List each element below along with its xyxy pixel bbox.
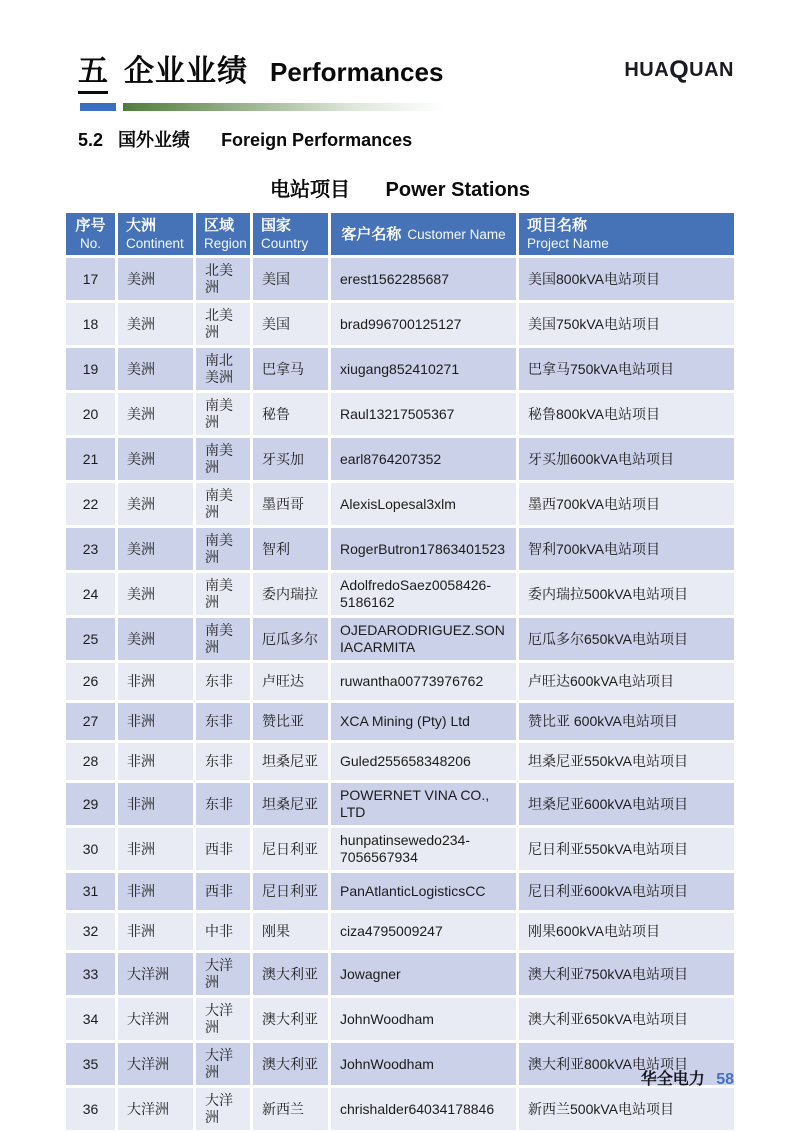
cell-continent: 美洲: [118, 438, 193, 480]
col-header-no-en: No.: [79, 236, 101, 251]
col-header-region: [196, 213, 250, 255]
cell-no: 23: [66, 528, 115, 570]
cell-project: 牙买加600kVA电站项目: [519, 438, 734, 480]
table-row: [66, 438, 734, 480]
cell-no: 19: [66, 348, 115, 390]
cell-no: 17: [66, 258, 115, 300]
cell-project: 澳大利亚750kVA电站项目: [519, 953, 734, 995]
table-row: [66, 873, 734, 910]
cell-customer: ciza4795009247: [331, 913, 516, 950]
table-row: [66, 953, 734, 995]
cell-country: 澳大利亚: [253, 953, 328, 995]
cell-continent: 非洲: [118, 703, 193, 740]
cell-project: 美国750kVA电站项目: [519, 303, 734, 345]
cell-no: 26: [66, 663, 115, 700]
cell-country: 尼日利亚: [253, 873, 328, 910]
cell-continent: 大洋洲: [118, 998, 193, 1040]
cell-customer: AlexisLopesal3xlm: [331, 483, 516, 525]
cell-no: 33: [66, 953, 115, 995]
cell-country: 秘鲁: [253, 393, 328, 435]
cell-project: 赞比亚 600kVA电站项目: [519, 703, 734, 740]
cell-region: 南美洲: [196, 573, 250, 615]
table-row: [66, 618, 734, 660]
cell-customer: RogerButron17863401523: [331, 528, 516, 570]
cell-continent: 大洋洲: [118, 1088, 193, 1130]
cell-customer: Jowagner: [331, 953, 516, 995]
blue-bar: [80, 103, 116, 111]
table-row: [66, 783, 734, 825]
cell-country: 厄瓜多尔: [253, 618, 328, 660]
cell-country: 尼日利亚: [253, 828, 328, 870]
cell-region: 大洋洲: [196, 1088, 250, 1130]
cell-project: 厄瓜多尔650kVA电站项目: [519, 618, 734, 660]
cell-no: 36: [66, 1088, 115, 1130]
cell-customer: JohnWoodham: [331, 998, 516, 1040]
table-row: [66, 828, 734, 870]
table-row: [66, 743, 734, 780]
cell-project: 澳大利亚800kVA电站项目: [519, 1043, 734, 1085]
cell-customer: Guled255658348206: [331, 743, 516, 780]
cell-country: 澳大利亚: [253, 998, 328, 1040]
cell-customer: PanAtlanticLogisticsCC: [331, 873, 516, 910]
cell-region: 东非: [196, 703, 250, 740]
cell-customer: erest1562285687: [331, 258, 516, 300]
cell-project: 秘鲁800kVA电站项目: [519, 393, 734, 435]
cell-no: 18: [66, 303, 115, 345]
cell-country: 坦桑尼亚: [253, 743, 328, 780]
table-row: [66, 483, 734, 525]
cell-project: 澳大利亚650kVA电站项目: [519, 998, 734, 1040]
cell-continent: 非洲: [118, 873, 193, 910]
cell-continent: 美洲: [118, 528, 193, 570]
cell-country: 墨西哥: [253, 483, 328, 525]
section-header: [78, 46, 734, 94]
cell-customer: earl8764207352: [331, 438, 516, 480]
cell-customer: Raul13217505367: [331, 393, 516, 435]
subsection-title-en: Foreign Performances: [221, 130, 413, 150]
logo-text-hua: HUA: [624, 58, 670, 81]
cell-region: 南北美洲: [196, 348, 250, 390]
cell-customer: ruwantha00773976762: [331, 663, 516, 700]
table-row: [66, 1043, 734, 1085]
cell-region: 北美洲: [196, 303, 250, 345]
cell-project: 坦桑尼亚550kVA电站项目: [519, 743, 734, 780]
section-title-en: Performances: [270, 57, 444, 87]
cell-no: 24: [66, 573, 115, 615]
cell-country: 刚果: [253, 913, 328, 950]
cell-region: 北美洲: [196, 258, 250, 300]
cell-continent: 美洲: [118, 348, 193, 390]
cell-no: 22: [66, 483, 115, 525]
cell-project: 巴拿马750kVA电站项目: [519, 348, 734, 390]
cell-country: 卢旺达: [253, 663, 328, 700]
cell-continent: 非洲: [118, 913, 193, 950]
cell-region: 南美洲: [196, 483, 250, 525]
cell-continent: 非洲: [118, 783, 193, 825]
cell-no: 25: [66, 618, 115, 660]
col-header-customer: [331, 213, 516, 255]
cell-continent: 美洲: [118, 303, 193, 345]
power-stations-table: [66, 213, 734, 1130]
table-title-en: Power Stations: [385, 179, 531, 201]
cell-region: 大洋洲: [196, 998, 250, 1040]
cell-no: 30: [66, 828, 115, 870]
cell-continent: 非洲: [118, 743, 193, 780]
cell-country: 智利: [253, 528, 328, 570]
cell-no: 21: [66, 438, 115, 480]
col-header-region-en: Region: [204, 236, 247, 251]
logo-text-uan: UAN: [689, 58, 734, 81]
cell-country: 赞比亚: [253, 703, 328, 740]
section-title-zh: 企业业绩: [124, 55, 248, 88]
cell-no: 20: [66, 393, 115, 435]
table-row: [66, 258, 734, 300]
cell-customer: AdolfredoSaez0058426-5186162: [331, 573, 516, 615]
cell-no: 32: [66, 913, 115, 950]
cell-region: 南美洲: [196, 618, 250, 660]
table-body: [66, 258, 734, 1130]
footer-company-name: 华全电力: [640, 1071, 705, 1088]
cell-country: 坦桑尼亚: [253, 783, 328, 825]
cell-no: 35: [66, 1043, 115, 1085]
cell-customer: XCA Mining (Pty) Ltd: [331, 703, 516, 740]
cell-continent: 非洲: [118, 828, 193, 870]
table-title-zh: 电站项目: [269, 179, 350, 201]
cell-customer: POWERNET VINA CO., LTD: [331, 783, 516, 825]
table-row: [66, 1088, 734, 1130]
logo-text-q: Q: [669, 56, 690, 84]
huaquan-logo: [624, 56, 734, 84]
table-row: [66, 393, 734, 435]
cell-project: 刚果600kVA电站项目: [519, 913, 734, 950]
col-header-continent-zh: 大洲: [126, 217, 157, 234]
col-header-project: [519, 213, 734, 255]
cell-continent: 美洲: [118, 573, 193, 615]
cell-no: 34: [66, 998, 115, 1040]
col-header-project-en: Project Name: [527, 236, 609, 251]
cell-customer: OJEDARODRIGUEZ.SONIACARMITA: [331, 618, 516, 660]
footer-page-number: 58: [716, 1071, 734, 1088]
table-row: [66, 303, 734, 345]
col-header-country-en: Country: [261, 236, 309, 251]
cell-region: 东非: [196, 783, 250, 825]
table-row: [66, 663, 734, 700]
cell-project: 坦桑尼亚600kVA电站项目: [519, 783, 734, 825]
cell-region: 南美洲: [196, 528, 250, 570]
table-row: [66, 528, 734, 570]
section-title: [78, 46, 443, 94]
cell-country: 新西兰: [253, 1088, 328, 1130]
cell-region: 南美洲: [196, 438, 250, 480]
cell-customer: chrishalder64034178846: [331, 1088, 516, 1130]
col-header-continent-en: Continent: [126, 236, 184, 251]
cell-region: 西非: [196, 873, 250, 910]
cell-continent: 非洲: [118, 663, 193, 700]
cell-country: 美国: [253, 303, 328, 345]
table-header-row: [66, 213, 734, 255]
cell-no: 31: [66, 873, 115, 910]
cell-continent: 大洋洲: [118, 953, 193, 995]
cell-customer: brad996700125127: [331, 303, 516, 345]
cell-continent: 美洲: [118, 618, 193, 660]
cell-project: 新西兰500kVA电站项目: [519, 1088, 734, 1130]
cell-no: 27: [66, 703, 115, 740]
cell-region: 大洋洲: [196, 953, 250, 995]
col-header-customer-en: Customer Name: [407, 226, 506, 242]
col-header-customer-zh: 客户名称: [341, 225, 402, 243]
cell-continent: 美洲: [118, 393, 193, 435]
cell-customer: hunpatinsewedo234-7056567934: [331, 828, 516, 870]
cell-continent: 美洲: [118, 483, 193, 525]
cell-continent: 大洋洲: [118, 1043, 193, 1085]
table-row: [66, 998, 734, 1040]
cell-region: 西非: [196, 828, 250, 870]
col-header-continent: [118, 213, 193, 255]
cell-country: 澳大利亚: [253, 1043, 328, 1085]
subsection-number: 5.2: [78, 130, 104, 150]
col-header-project-zh: 项目名称: [527, 217, 588, 234]
cell-region: 东非: [196, 743, 250, 780]
cell-region: 东非: [196, 663, 250, 700]
cell-country: 委内瑞拉: [253, 573, 328, 615]
cell-region: 南美洲: [196, 393, 250, 435]
cell-no: 28: [66, 743, 115, 780]
cell-project: 委内瑞拉500kVA电站项目: [519, 573, 734, 615]
cell-region: 中非: [196, 913, 250, 950]
cell-continent: 美洲: [118, 258, 193, 300]
col-header-no: [66, 213, 115, 255]
col-header-region-zh: 区域: [204, 217, 235, 234]
col-header-no-zh: 序号: [75, 217, 106, 234]
col-header-country: [253, 213, 328, 255]
table-row: [66, 703, 734, 740]
cell-project: 卢旺达600kVA电站项目: [519, 663, 734, 700]
cell-region: 大洋洲: [196, 1043, 250, 1085]
cell-no: 29: [66, 783, 115, 825]
col-header-country-zh: 国家: [261, 217, 292, 234]
cell-country: 巴拿马: [253, 348, 328, 390]
subsection-title: [78, 126, 734, 152]
cell-country: 美国: [253, 258, 328, 300]
cell-project: 尼日利亚550kVA电站项目: [519, 828, 734, 870]
cell-customer: JohnWoodham: [331, 1043, 516, 1085]
cell-project: 智利700kVA电站项目: [519, 528, 734, 570]
cell-project: 尼日利亚600kVA电站项目: [519, 873, 734, 910]
subsection-title-zh: 国外业绩: [118, 130, 191, 150]
table-row: [66, 348, 734, 390]
table-row: [66, 913, 734, 950]
green-gradient-bar: [123, 103, 445, 111]
section-number: 五: [78, 46, 108, 94]
cell-customer: xiugang852410271: [331, 348, 516, 390]
page-footer: [641, 1066, 734, 1089]
cell-country: 牙买加: [253, 438, 328, 480]
title-underline-bars: [80, 103, 734, 111]
cell-project: 墨西700kVA电站项目: [519, 483, 734, 525]
table-title: [66, 173, 734, 202]
cell-project: 美国800kVA电站项目: [519, 258, 734, 300]
table-row: [66, 573, 734, 615]
